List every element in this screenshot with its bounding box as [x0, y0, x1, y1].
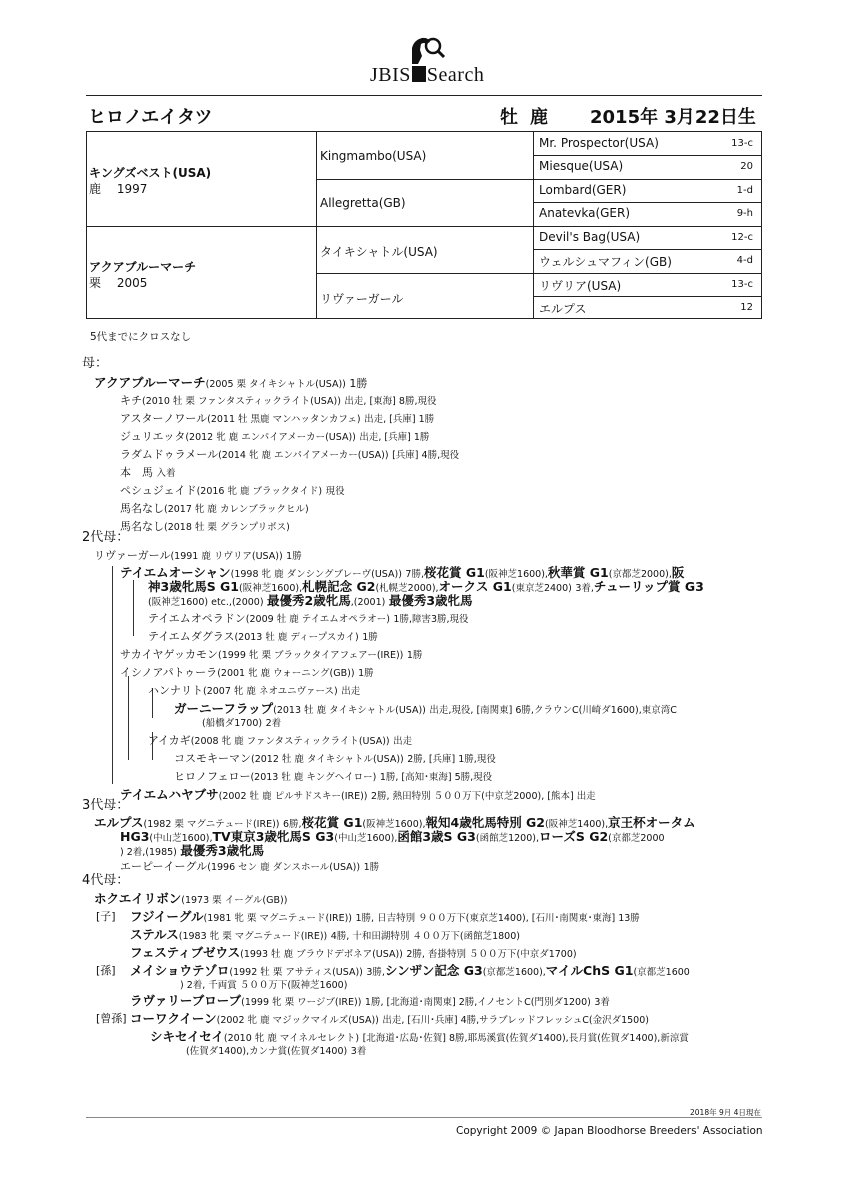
horse-sex-color: 牡鹿 — [500, 107, 560, 128]
fourth-dam-line: ホクエイリボン(1973 栗 イーグル(GB)) — [94, 891, 288, 906]
ancestor-g3: ウェルシュマフィン(GB) — [539, 255, 672, 269]
sire-detail: 鹿 1997 — [89, 182, 148, 196]
section-header-3rd-dam: 3代母： — [82, 798, 130, 813]
title-rule — [86, 95, 762, 96]
descendant-line: ハンナリト(2007 牝 鹿 ネオユニヴァース) 出走 — [148, 684, 361, 697]
ancestor-g3: Devil's Bag(USA) — [539, 230, 641, 244]
descendant-line: メイショウテゾロ(1992 牡 栗 アサティス(USA)) 3勝,シンザン記念 G3(京都芝1600),マイルChS G1(京都芝1600 — [130, 963, 690, 978]
section-header-2nd-dam: 2代母： — [82, 530, 130, 545]
descendant-line-cont: (船橋ダ1700) 2着 — [202, 718, 282, 729]
ancestor-g3: Mr. Prospector(USA) — [539, 136, 659, 150]
offspring-line: キチ(2010 牡 栗 ファンタスティックライト(USA)) 出走, [東海] 8勝,現役 — [120, 394, 437, 407]
descendant-line: ヒロノフェロー(2013 牡 鹿 キングヘイロー) 1勝, [高知･東海] 5勝,現役 — [174, 770, 493, 783]
family-code: 9-h — [736, 208, 753, 219]
copyright: Copyright 2009 © Japan Bloodhorse Breeders' Association — [456, 1125, 763, 1137]
offspring-line: ラダムドゥラメール(2014 牝 鹿 エンパイアメーカー(USA)) [兵庫] 4勝,現役 — [120, 448, 460, 461]
ancestor-g3: リヴリア(USA) — [539, 279, 622, 293]
footer-rule — [86, 1117, 762, 1118]
descendant-line: フジイーグル(1981 牝 栗 マグニテュード(IRE)) 1勝, 日吉特別 ９００万下(東京芝1400), [石川･南関東･東海] 13勝 — [130, 909, 640, 924]
offspring-line: ジュリエッタ(2012 牝 鹿 エンパイアメーカー(USA)) 出走, [兵庫] 1勝 — [120, 430, 430, 443]
descendant-line: コーワクイーン(2002 牝 鹿 マジックマイルズ(USA)) 出走, [石川･兵庫] 4勝,サラブレッドフレッシュC(金沢ダ1500) — [130, 1011, 649, 1026]
family-code: 13-c — [731, 279, 753, 290]
descendant-line: コスモキーマン(2012 牡 鹿 タイキシャトル(USA)) 2勝, [兵庫] 1勝,現役 — [174, 752, 496, 765]
descendant-line: テイエムオペラドン(2009 牡 鹿 テイエムオペラオー) 1勝,障害3勝,現役 — [148, 612, 469, 625]
family-code: 12 — [740, 302, 753, 313]
descendant-line-cont: (佐賀ダ1400),カンナ賞(佐賀ダ1400) 3着 — [186, 1046, 367, 1057]
ancestor-g3: Anatevka(GER) — [539, 206, 631, 220]
offspring-line: 馬名なし(2017 牝 鹿 カレンブラックヒル) — [120, 502, 309, 515]
descendant-line: ガーニーフラップ(2013 牡 鹿 タイキシャトル(USA)) 出走,現役, [南関東] 6勝,クラウンC(川崎ダ1600),東京湾C — [174, 701, 677, 716]
sire-name: キングズベスト(USA) — [89, 166, 212, 180]
second-dam-line: リヴァーガール(1991 鹿 リヴリア(USA)) 1勝 — [94, 549, 302, 562]
section-header-dam: 母： — [82, 356, 109, 371]
descendant-line: エーピーイーグル(1996 セン 鹿 ダンスホール(USA)) 1勝 — [120, 860, 380, 873]
tree-bar — [133, 580, 134, 636]
family-code: 4-d — [736, 255, 753, 266]
sire-sire: Kingmambo(USA) — [320, 149, 427, 163]
third-dam-line-cont: HG3(中山芝1600),TV東京3歳牝馬S G3(中山芝1600),函館3歳S G3(函館芝1200),ローズS G2(京都芝2000 — [120, 829, 665, 844]
as-of-date: 2018年 9月 4日現在 — [690, 1108, 761, 1117]
jbis-logo — [370, 34, 500, 84]
section-header-4th-dam: 4代母： — [82, 873, 130, 888]
generation-tag: [曾孫] — [96, 1012, 127, 1025]
tree-bar — [112, 566, 113, 784]
descendant-line: サカイヤゲッカモン(1999 牝 栗 ブラックタイアフェアー(IRE)) 1勝 — [120, 648, 423, 661]
tree-bar — [128, 676, 129, 760]
descendant-line: テイエムオーシャン(1998 牝 鹿 ダンシングブレーヴ(USA)) 7勝,桜花賞 G1(阪神芝1600),秋華賞 G1(京都芝2000),阪 — [120, 565, 685, 580]
dam-detail: 栗 2005 — [89, 276, 148, 290]
logo-text: JBIS Search — [370, 64, 485, 86]
descendant-line: シキセイセイ(2010 牝 鹿 マイネルセレクト) [北海道･広島･佐賀] 8勝,耶馬溪賞(佐賀ダ1400),長月賞(佐賀ダ1400),新涼賞 — [150, 1029, 689, 1044]
descendant-line-cont: ) 2着, 千両賞 ５００万下(阪神芝1600) — [180, 980, 348, 991]
dam-sire: タイキシャトル(USA) — [320, 245, 438, 259]
generation-tag: [子] — [96, 910, 116, 923]
ancestor-g3: エルプス — [539, 302, 587, 316]
ancestor-g3: Lombard(GER) — [539, 183, 627, 197]
horse-magnifier-icon — [406, 34, 446, 68]
family-code: 12-c — [731, 232, 753, 243]
generation-tag: [孫] — [96, 964, 116, 977]
descendant-line: ラヴァリーブローブ(1999 牝 栗 ワージブ(IRE)) 1勝, [北海道･南関東] 2勝,イノセントC(門別ダ1200) 3着 — [130, 993, 610, 1008]
third-dam-line-cont: ) 2着,(1985) 最優秀3歳牝馬 — [120, 843, 265, 858]
descendant-line: ステルス(1983 牝 栗 マグニテュード(IRE)) 4勝, 十和田湖特別 ４００万下(函館芝1800) — [130, 927, 520, 942]
offspring-line: 馬名なし(2018 牡 栗 グランプリボス) — [120, 520, 290, 533]
offspring-line: アスターノワール(2011 牡 黒鹿 マンハッタンカフェ) 出走, [兵庫] 1勝 — [120, 412, 435, 425]
descendant-line-cont: 神3歳牝馬S G1(阪神芝1600),札幌記念 G2(札幌芝2000),オークス G1(東京芝2400) 3着,チューリップ賞 G3 — [148, 579, 704, 594]
offspring-line: ペシュジェイド(2016 牝 鹿 ブラックタイド) 現役 — [120, 484, 345, 497]
horse-name: ヒロノエイタツ — [88, 107, 213, 128]
family-code: 13-c — [731, 138, 753, 149]
descendant-line-cont: (阪神芝1600) etc.,(2000) 最優秀2歳牝馬,(2001) 最優秀3歳牝馬 — [148, 593, 473, 608]
family-code: 1-d — [736, 185, 753, 196]
descendant-line: テイエムダグラス(2013 牡 鹿 ディープスカイ) 1勝 — [148, 630, 378, 643]
cross-note: 5代までにクロスなし — [90, 331, 192, 343]
sire-dam: Allegretta(GB) — [320, 196, 406, 210]
dam-dam: リヴァーガール — [320, 292, 404, 306]
horse-birthdate: 2015年 3月22日生 — [590, 107, 756, 128]
family-code: 20 — [740, 161, 753, 172]
descendant-line: フェスティブゼウス(1993 牡 鹿 ブラウドデボネア(USA)) 2勝, 沓掛特別 ５００万下(中京ダ1700) — [130, 945, 577, 960]
pedigree-table — [86, 131, 762, 319]
dam-name: アクアブルーマーチ — [89, 260, 197, 274]
descendant-line: イシノアパトゥーラ(2001 牝 鹿 ウォーニング(GB)) 1勝 — [120, 666, 374, 679]
offspring-line-this-horse: 本 馬 入着 — [120, 466, 176, 479]
descendant-line: アイカギ(2008 牝 鹿 ファンタスティックライト(USA)) 出走 — [148, 734, 413, 747]
descendant-line: テイエムハヤブサ(2002 牡 鹿 ピルサドスキー(IRE)) 2勝, 熱田特別 ５００万下(中京芝2000), [熊本] 出走 — [120, 787, 596, 802]
dam-line: アクアブルーマーチ(2005 栗 タイキシャトル(USA)) 1勝 — [94, 375, 368, 390]
third-dam-line: エルプス(1982 栗 マグニテュード(IRE)) 6勝,桜花賞 G1(阪神芝1600),報知4歳牝馬特別 G2(阪神芝1400),京王杯オータム — [94, 815, 696, 830]
ancestor-g3: Miesque(USA) — [539, 159, 624, 173]
